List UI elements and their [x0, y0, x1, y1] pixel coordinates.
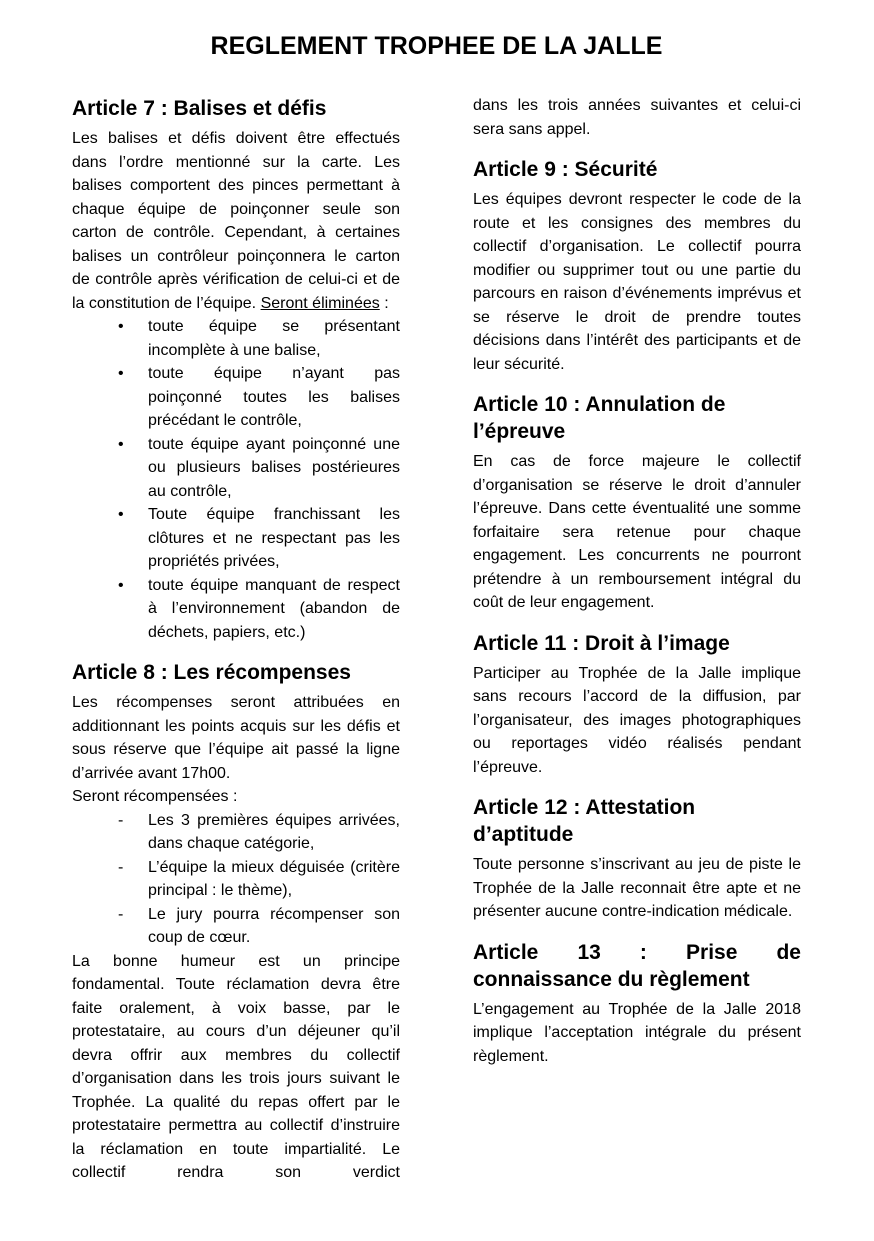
- document-title: REGLEMENT TROPHEE DE LA JALLE: [210, 32, 663, 60]
- dash-marker-icon: -: [118, 905, 124, 923]
- bullet-marker-icon: •: [118, 365, 124, 382]
- article-12-heading-line2: d’aptitude: [473, 823, 574, 846]
- bullet-marker-icon: •: [118, 435, 124, 453]
- article-9-body: Les équipes devront respecter le code de la route et les consignes des membres du collectif d’organisation. Le collectif pourra modifier ou supprimer tout ou une partie du parcours en raison d’événements imprévus et se réserve le droit de prendre toutes décisions dans l’intérêt des participants et de leur sécurité.: [473, 191, 801, 373]
- article-12-body: Toute personne s’inscrivant au jeu de piste le Trophée de la Jalle reconnait être apte et ne présenter aucune contre-indication médicale.: [473, 856, 801, 920]
- article-13-heading-line2: connaissance du règlement: [473, 967, 750, 991]
- bullet-item: [72, 433, 400, 504]
- bullet-item-text: toute équipe n’ayant pas poinçonné toutes les balises précédant le contrôle,: [148, 365, 400, 429]
- bullet-marker-icon: •: [118, 506, 124, 523]
- article-7-intro-text: Les balises et défis doivent être effectués dans l’ordre mentionné sur la carte. Les balises comportent des pinces permettant à chaque équipe de poinçonner seule son carton de contrôle. Cependant, à certaines balises un contrôleur poinçonnera le carton de contrôle après vérification de celui-ci et de la constitution de l’équipe.: [72, 130, 400, 312]
- elimination-bullet-list: [72, 315, 400, 644]
- bullet-marker-icon: •: [118, 318, 124, 335]
- article-12-heading-line1: Article 12 : Attestation: [473, 796, 696, 819]
- article-12-heading: [473, 794, 801, 848]
- article-7-heading: Article 7 : Balises et défis: [72, 97, 327, 120]
- article-7-intro-colon: :: [379, 294, 389, 312]
- article-13-heading: [473, 939, 801, 993]
- bullet-item-text: toute équipe manquant de respect à l’environnement (abandon de déchets, papiers, etc.): [148, 576, 400, 641]
- two-column-layout: [72, 80, 801, 1185]
- bullet-marker-icon: •: [118, 576, 124, 594]
- dash-item-text: Les 3 premières équipes arrivées, dans chaque catégorie,: [148, 811, 400, 852]
- dash-item-text: L’équipe la mieux déguisée (critère principal : le thème),: [148, 858, 400, 899]
- bullet-item: [72, 503, 400, 574]
- reclamation-paragraph: La bonne humeur est un principe fondamental. Toute réclamation devra être faite oralement, à voix basse, par le protestataire, au cours d’un déjeuner qu’il devra offrir aux membres du collectif d’organisation dans les trois jours suivant le Trophée. La qualité du repas offert par le protestataire permettra au collectif d’instruire la réclamation en toute impartialité. Le collectif rendra son verdict: [72, 952, 400, 1181]
- article-11-heading: Article 11 : Droit à l’image: [473, 631, 730, 655]
- article-11-body: Participer au Trophée de la Jalle implique sans recours l’accord de la diffusion, par l’organisateur, des images photographiques ou reportages vidéo réalisés pendant l’épreuve.: [473, 664, 801, 776]
- article-13-body: L’engagement au Trophée de la Jalle 2018 implique l’acceptation intégrale du présent règlement.: [473, 1000, 801, 1065]
- article-13-heading-line1: Article 13 : Prise de: [473, 940, 801, 964]
- right-column: [473, 80, 801, 1068]
- article-8-intro: Les récompenses seront attribuées en additionnant les points acquis sur les défis et sous réserve que l’équipe ait passé la ligne d’arrivée avant 17h00.: [72, 694, 400, 782]
- bullet-item: [72, 362, 400, 433]
- dash-item: [72, 809, 400, 856]
- rewards-lead-in: Seront récompensées :: [72, 788, 238, 805]
- article-10-heading-line1: Article 10 : Annulation de: [473, 393, 726, 416]
- bullet-item: [72, 574, 400, 645]
- article-10-heading-line2: l’épreuve: [473, 420, 566, 443]
- dash-item-text: Le jury pourra récompenser son coup de cœur.: [148, 905, 400, 946]
- bullet-item-text: toute équipe ayant poinçonné une ou plusieurs balises postérieures au contrôle,: [148, 435, 400, 500]
- dash-marker-icon: -: [118, 858, 124, 876]
- bullet-item: [72, 315, 400, 362]
- bullet-item-text: toute équipe se présentant incomplète à une balise,: [148, 318, 400, 359]
- bullet-item-text: Toute équipe franchissant les clôtures et ne respectant pas les propriétés privées,: [148, 506, 400, 570]
- rewards-dash-list: [72, 809, 400, 950]
- dash-item: [72, 903, 400, 950]
- article-10-body: En cas de force majeure le collectif d’organisation se réserve le droit d’annuler l’épreuve. Dans cette éventualité une somme forfaitaire sera retenue pour chaque engagement. Les concurrents ne pourront prétendre à un remboursement intégral du coût de leur engagement.: [473, 453, 801, 611]
- article-10-heading: [473, 391, 801, 445]
- article-8-heading: Article 8 : Les récompenses: [72, 661, 351, 684]
- verdict-continuation: dans les trois années suivantes et celui-ci sera sans appel.: [473, 97, 801, 138]
- article-7-intro-underlined: Seront éliminées: [260, 294, 380, 312]
- article-7-intro: [72, 127, 400, 315]
- article-9-heading: Article 9 : Sécurité: [473, 158, 658, 181]
- left-column: [72, 80, 400, 1185]
- dash-marker-icon: -: [118, 811, 124, 829]
- dash-item: [72, 856, 400, 903]
